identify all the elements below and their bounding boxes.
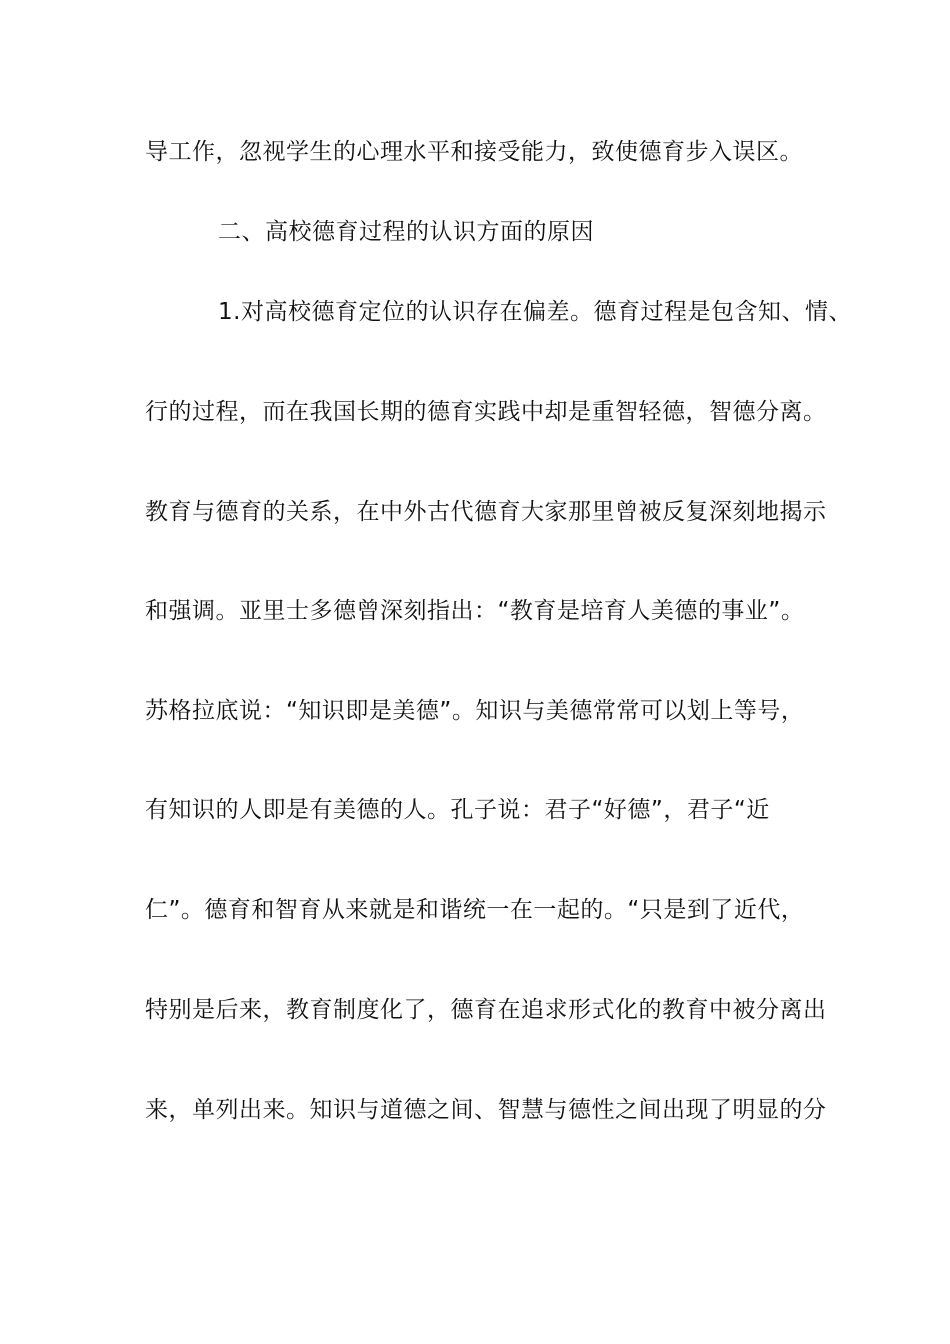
text-line-5: 教育与德育的关系，在中外古代德育大家那里曾被反复深刻地揭示 [145,499,827,525]
text-line-3: 1.对高校德育定位的认识存在偏差。德育过程是包含知、情、 [218,299,852,325]
text-line-6: 和强调。亚里士多德曾深刻指出：“教育是培育人美德的事业”。 [145,598,805,624]
text-line-8: 有知识的人即是有美德的人。孔子说：君子“好德”，君子“近 [145,797,770,823]
section-heading: 二、高校德育过程的认识方面的原因 [218,219,594,245]
text-line-11: 来，单列出来。知识与道德之间、智慧与德性之间出现了明显的分 [145,1097,827,1123]
text-line-7: 苏格拉底说：“知识即是美德”。知识与美德常常可以划上等号， [145,698,805,724]
text-line-10: 特别是后来，教育制度化了，德育在追求形式化的教育中被分离出 [145,997,827,1023]
text-line-9: 仁”。德育和智育从来就是和谐统一在一起的。“只是到了近代， [145,897,805,923]
text-line-1: 导工作，忽视学生的心理水平和接受能力，致使德育步入误区。 [145,139,803,165]
text-line-4: 行的过程，而在我国长期的德育实践中却是重智轻德，智德分离。 [145,399,827,425]
